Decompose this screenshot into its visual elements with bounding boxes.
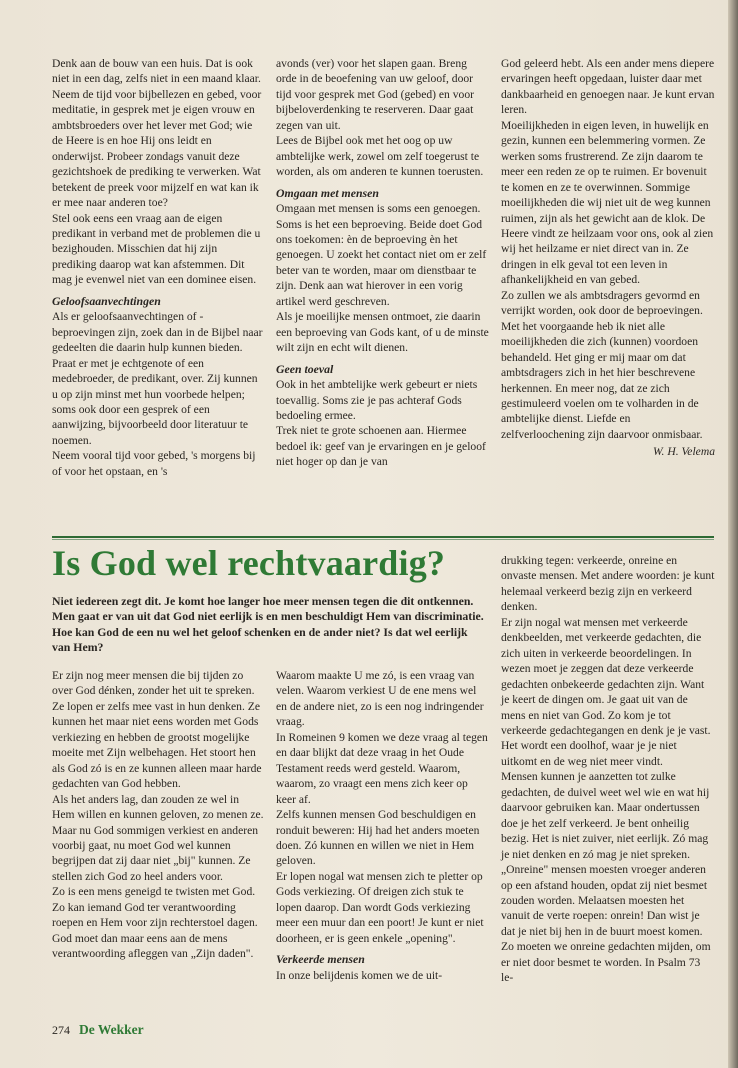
author-signature: W. H. Velema bbox=[652, 445, 715, 459]
section-divider bbox=[52, 536, 714, 538]
section-heading: Geloofsaanvechtingen bbox=[52, 293, 161, 308]
paragraph: In Romeinen 9 komen we deze vraag al tegen en daar blijkt dat deze vraag in het Oude Testament reeds werd gesteld. Waarom, waarom, zo vraagt een mens zich keer op keer af. bbox=[276, 730, 488, 806]
paragraph: Denk aan de bouw van een huis. Dat is ook niet in een dag, zelfs niet in een maand klaar. bbox=[52, 57, 261, 86]
article-column-3 bbox=[501, 553, 715, 986]
page-number: 274 bbox=[52, 1023, 70, 1037]
paragraph: Stel ook eens een vraag aan de eigen predikant in verband met de problemen die u bezighouden. Misschien dat hij zijn prediking daarop wat kan afstemmen. Dit mag je evenwel niet van een dominee eisen. bbox=[52, 211, 261, 287]
paragraph: Omgaan met mensen is soms een genoegen. Soms is het een beproeving. Beide doet God ons toekomen: èn de beproeving èn het genoegen. U zoekt het contact niet om er zelf beter van te worden, maar om dienstbaar te zijn. Denk aan wat hierover in een vorig artikel werd geschreven. bbox=[276, 202, 487, 308]
top-column-2 bbox=[276, 56, 489, 470]
paragraph: Lees de Bijbel ook met het oog op uw ambtelijke werk, zowel om zelf toegerust te worden, als om anderen te kunnen toerusten. bbox=[276, 134, 484, 179]
paragraph: Neem vooral tijd voor gebed, 's morgens bij of voor het opstaan, en 's bbox=[52, 449, 256, 478]
article-lead: Niet iedereen zegt dit. Je komt hoe langer hoe meer mensen tegen die dit ontkennen. Men gaat er van uit dat God niet eerlijk is en men beschuldigt Hem van discriminatie. Hoe kan God de een nu wel het geloof schenken en de ander niet? Is dat wel eerlijk van Hem? bbox=[52, 594, 484, 655]
article-title: Is God wel rechtvaardig? bbox=[52, 543, 446, 583]
paragraph: Mensen kunnen je aanzetten tot zulke gedachten, de duivel weet wel wie en wat hij daarvoor gebruiken kan. Maar ondertussen doe je het zelf verkeerd. Je bent onheilig bezig. Het is niet zuiver, niet eerlijk. Zó mag je niet denken en zó mag je niet spreken. „Onreine" mensen moesten vroeger anderen op een afstand houden, opdat zij niet besmet zouden worden. Melaatsen moesten het vanuit de verte roepen: onrein! Dan wist je dat je niet bij hen in de buurt moest komen. Zo moeten we onreine gedachten mijden, om er niet door besmet te worden. In Psalm 73 le- bbox=[501, 770, 711, 985]
paragraph: In onze belijdenis komen we de uit- bbox=[276, 968, 443, 982]
paragraph: God geleerd hebt. Als een ander mens diepere ervaringen heeft opgedaan, luister daar met dankbaarheid en genoegen naar. Je kunt ervan leren. bbox=[501, 57, 715, 117]
section-heading: Verkeerde mensen bbox=[276, 952, 365, 967]
article-column-1 bbox=[52, 668, 264, 962]
paragraph: Neem de tijd voor bijbellezen en gebed, voor meditatie, in gesprek met je eigen vrouw en ambtsbroeders over het lever met God; wie de Heere is en hoe Hij ons leidt en onderwijst. Probeer zondags vanuit deze gezichtshoek de prediking te verwerken. Wat betekent de preek voor mijzelf en wat kan ik er mee naar anderen toe? bbox=[52, 87, 262, 210]
top-column-3-body bbox=[501, 56, 715, 442]
paragraph: Als je moeilijke mensen ontmoet, zie daarin een beproeving van Gods kant, of u de minste wilt zijn en echt wilt dienen. bbox=[276, 310, 489, 355]
paragraph: Er zijn nog meer mensen die bij tijden zo over God dénken, zonder het uit te spreken. Ze lopen er zelfs mee vast in hun denken. Ze kunnen het maar niet eens worden met Gods verkiezing en hebben de grootst mogelijke moeite met Zijn welbehagen. Het stoort hen als God zó is en ze kunnen alleen maar harde gedachten van God hebben. bbox=[52, 669, 262, 791]
paragraph: avonds (ver) voor het slapen gaan. Breng orde in de beoefening van uw geloof, door tijd voor gesprek met God (gebed) en voor bijbeloverdenking te reserveren. Daar gaat zegen van uit. bbox=[276, 57, 475, 132]
paragraph: Ook in het ambtelijke werk gebeurt er niets toevallig. Soms zie je pas achteraf Gods bedoeling ermee. bbox=[276, 378, 478, 422]
paragraph: Zo zullen we als ambtsdragers gevormd en verrijkt worden, ook door de beproevingen. bbox=[501, 288, 703, 318]
paragraph: Trek niet te grote schoenen aan. Hiermee bedoel ik: geef van je ervaringen en je geloof niet hoger op dan je van bbox=[276, 424, 486, 469]
paragraph: Als er geloofsaanvechtingen of -beproevingen zijn, zoek dan in de Bijbel naar gedeelten die daarin hulp kunnen bieden. Praat er met je echtgenote of een medebroeder, de predikant, over. Zij kunnen u op zijn minst met hun voorbede helpen; soms ook door een gesprek of een aanwijzing, bijvoorbeeld door literatuur te noemen. bbox=[52, 310, 263, 447]
paragraph: Waarom maakte U me zó, is een vraag van velen. Waarom verkiest U de ene mens wel en de andere niet, zo is een nog indringender vraag. bbox=[276, 669, 484, 729]
paragraph: Zo is een mens geneigd te twisten met God. Zo kan iemand God ter verantwoording roepen en Hem voor zijn rechterstoel dagen. God moet dan maar eens aan de mens verantwoording afleggen van „Zijn daden". bbox=[52, 885, 258, 961]
top-column-1 bbox=[52, 56, 264, 479]
paragraph: Als het anders lag, dan zouden ze wel in Hem willen en kunnen geloven, zo menen ze. Maar nu God sommigen verkiest en anderen voorbij gaat, nu moet God wel kunnen begrijpen dat zij daar niet „bij" kunnen. Ze stellen zich God zo heel anders voor. bbox=[52, 792, 264, 883]
paragraph: drukking tegen: verkeerde, onreine en onvaste mensen. Met andere woorden: je kunt helemaal verkeerd bezig zijn en verkeerd denken. bbox=[501, 554, 715, 614]
paragraph: Er lopen nogal wat mensen zich te pletter op Gods verkiezing. Of dreigen zich stuk te lopen daarop. Dan wordt Gods verkiezing meer een muur dan een poort! Je kunt er niet doorheen, er is geen enkele „opening". bbox=[276, 869, 484, 945]
page-footer bbox=[52, 1022, 144, 1038]
section-heading: Geen toeval bbox=[276, 361, 334, 376]
article-column-2 bbox=[276, 668, 489, 983]
page-edge-shadow bbox=[728, 0, 738, 1068]
paragraph: Met het voorgaande heb ik niet alle moeilijkheden die zich (kunnen) voordoen behandeld. Het ging er mij maar om dat ambtsdragers zich in het hier beschrevene herkennen. En meer nog, dat ze zich gestimuleerd voelen om te volharden in de ambtelijke dienst. Liefde en zelfverloochening zijn daarvoor onmisbaar. bbox=[501, 319, 703, 441]
section-heading: Omgaan met mensen bbox=[276, 185, 379, 200]
paragraph: Er zijn nogal wat mensen met verkeerde denkbeelden, met verkeerde gedachten, die zich uiten in verkeerde beoordelingen. In wezen moet je zeggen dat deze verkeerde gedachten onbekeerde gedachten zijn. Want je keert de dingen om. Je gaat uit van de mens en niet van God. Zo kom je tot verkeerde gedachtegangen en denk je je vast. Het wordt een doolhof, waar je je niet uitkomt en de weg niet meer vindt. bbox=[501, 615, 711, 768]
magazine-name: De Wekker bbox=[79, 1022, 144, 1037]
paragraph: Zelfs kunnen mensen God beschuldigen en ronduit beweren: Hij had het anders moeten doen. Zó kunnen en willen we niet in Hem geloven. bbox=[276, 808, 480, 868]
paragraph: Moeilijkheden in eigen leven, in huwelijk en gezin, kunnen een belemmering vormen. Ze werken soms frustrerend. Ze zijn daarom te meer een reden ze op te ruimen. Er bovenuit te komen en ze te overwinnen. Sommige moeilijkheden die wij niet uit de weg kunnen ruimen, zijn als het gewicht aan de klok. De Heere vindt ze heilzaam voor ons, ook al zien wij het heilzame er niet direct van in. Ze dringen in elk geval tot een leven in afhankelijkheid en van gebed. bbox=[501, 118, 714, 287]
top-column-3 bbox=[501, 56, 715, 460]
